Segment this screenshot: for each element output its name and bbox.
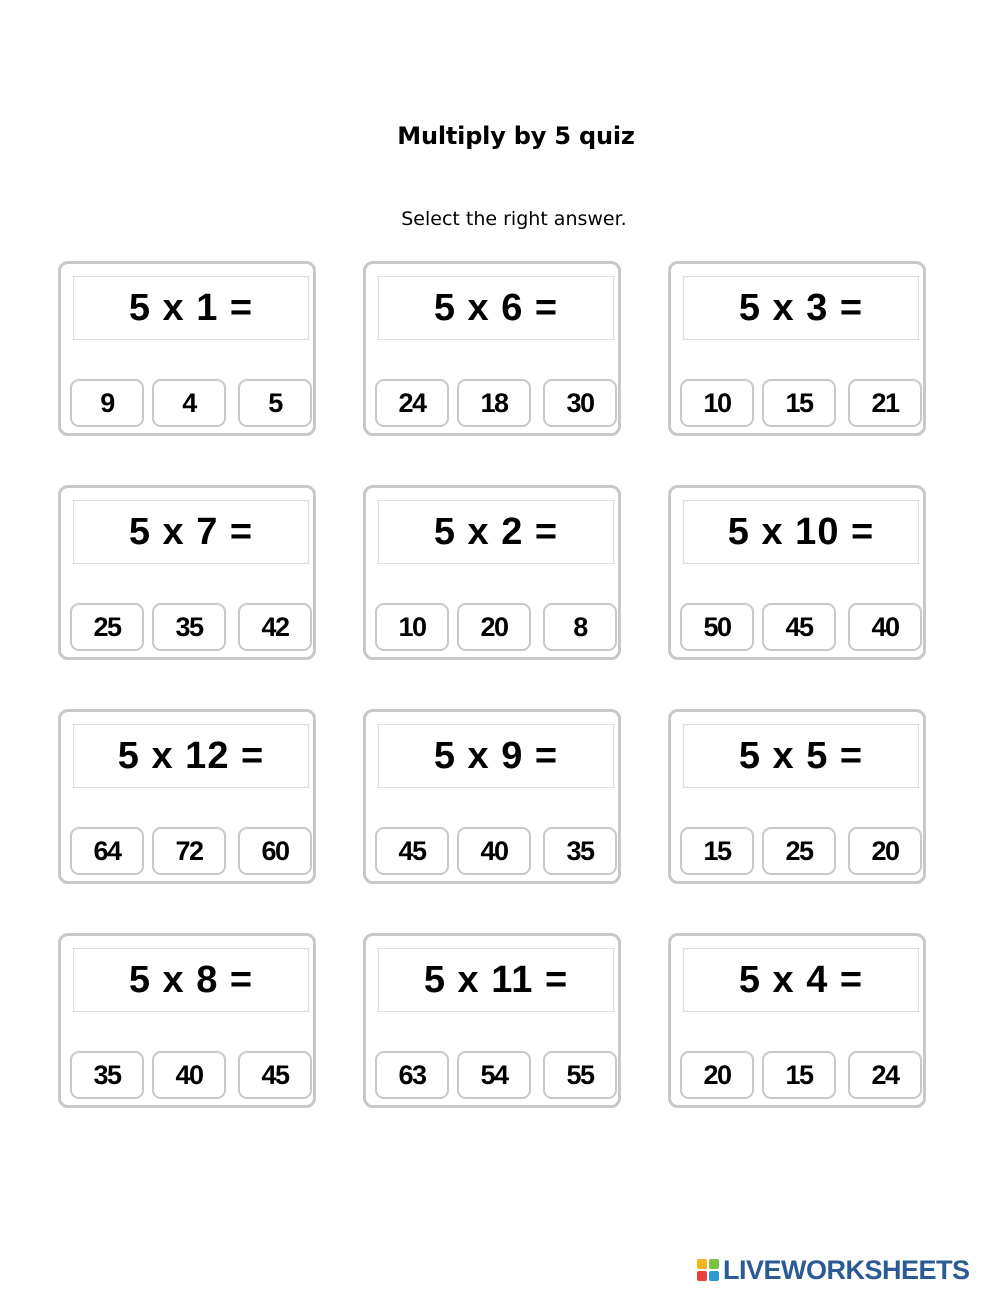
question-prompt: 5 x 6 =: [378, 276, 614, 340]
question-card: [668, 709, 926, 884]
question-card: [363, 261, 621, 436]
answer-option-button[interactable]: 45: [762, 603, 836, 651]
page-title: Multiply by 5 quiz: [397, 122, 635, 150]
question-prompt: 5 x 2 =: [378, 500, 614, 564]
question-prompt: 5 x 8 =: [73, 948, 309, 1012]
logo-text: LIVEWORKSHEETS: [723, 1254, 970, 1285]
logo-square: [709, 1259, 719, 1269]
question-card: [58, 933, 316, 1108]
answer-option-button[interactable]: 15: [762, 1051, 836, 1099]
question-prompt: 5 x 5 =: [683, 724, 919, 788]
answer-option-button[interactable]: 35: [70, 1051, 144, 1099]
answer-option-button[interactable]: 8: [543, 603, 617, 651]
question-card: [58, 485, 316, 660]
answer-option-button[interactable]: 20: [848, 827, 922, 875]
logo-square: [697, 1271, 707, 1281]
answer-option-button[interactable]: 30: [543, 379, 617, 427]
question-prompt: 5 x 3 =: [683, 276, 919, 340]
question-card: [58, 261, 316, 436]
answer-option-button[interactable]: 10: [680, 379, 754, 427]
question-card: [363, 709, 621, 884]
answer-option-button[interactable]: 63: [375, 1051, 449, 1099]
question-prompt: 5 x 7 =: [73, 500, 309, 564]
answer-option-button[interactable]: 40: [848, 603, 922, 651]
question-prompt: 5 x 11 =: [378, 948, 614, 1012]
question-prompt: 5 x 1 =: [73, 276, 309, 340]
answer-option-button[interactable]: 20: [680, 1051, 754, 1099]
question-card: [668, 485, 926, 660]
answer-option-button[interactable]: 54: [457, 1051, 531, 1099]
logo-square: [709, 1271, 719, 1281]
answer-option-button[interactable]: 21: [848, 379, 922, 427]
answer-option-button[interactable]: 50: [680, 603, 754, 651]
question-card: [668, 933, 926, 1108]
answer-option-button[interactable]: 40: [152, 1051, 226, 1099]
answer-option-button[interactable]: 42: [238, 603, 312, 651]
answer-option-button[interactable]: 45: [238, 1051, 312, 1099]
answer-option-button[interactable]: 25: [762, 827, 836, 875]
answer-option-button[interactable]: 20: [457, 603, 531, 651]
question-card: [58, 709, 316, 884]
answer-option-button[interactable]: 60: [238, 827, 312, 875]
liveworksheets-logo: [697, 1255, 970, 1285]
question-card: [363, 933, 621, 1108]
answer-option-button[interactable]: 35: [152, 603, 226, 651]
answer-option-button[interactable]: 24: [375, 379, 449, 427]
question-card: [363, 485, 621, 660]
answer-option-button[interactable]: 5: [238, 379, 312, 427]
question-prompt: 5 x 4 =: [683, 948, 919, 1012]
answer-option-button[interactable]: 10: [375, 603, 449, 651]
question-prompt: 5 x 9 =: [378, 724, 614, 788]
answer-option-button[interactable]: 40: [457, 827, 531, 875]
answer-option-button[interactable]: 15: [680, 827, 754, 875]
answer-option-button[interactable]: 15: [762, 379, 836, 427]
instruction-text: Select the right answer.: [401, 208, 627, 230]
answer-option-button[interactable]: 64: [70, 827, 144, 875]
answer-option-button[interactable]: 55: [543, 1051, 617, 1099]
question-card: [668, 261, 926, 436]
liveworksheets-logo-icon: [697, 1259, 719, 1281]
answer-option-button[interactable]: 24: [848, 1051, 922, 1099]
answer-option-button[interactable]: 45: [375, 827, 449, 875]
logo-square: [697, 1259, 707, 1269]
question-prompt: 5 x 12 =: [73, 724, 309, 788]
answer-option-button[interactable]: 18: [457, 379, 531, 427]
answer-option-button[interactable]: 25: [70, 603, 144, 651]
answer-option-button[interactable]: 72: [152, 827, 226, 875]
answer-option-button[interactable]: 9: [70, 379, 144, 427]
question-prompt: 5 x 10 =: [683, 500, 919, 564]
answer-option-button[interactable]: 35: [543, 827, 617, 875]
answer-option-button[interactable]: 4: [152, 379, 226, 427]
